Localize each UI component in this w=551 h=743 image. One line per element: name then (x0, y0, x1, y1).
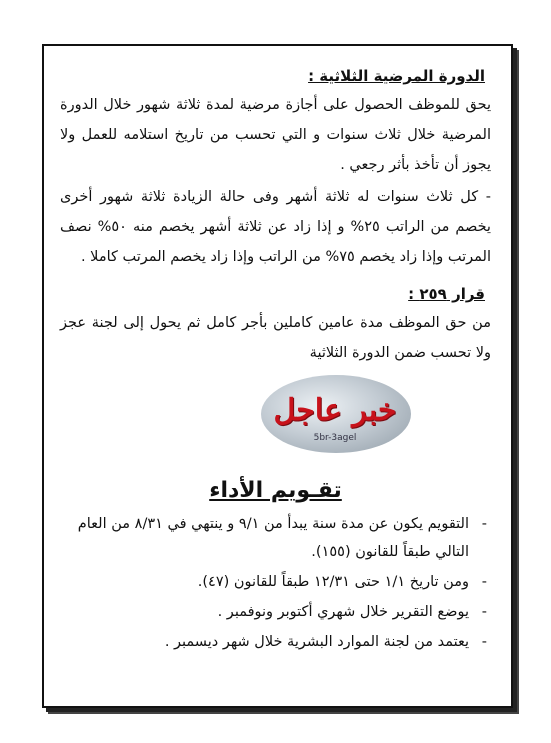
watermark-logo (225, 375, 445, 455)
bullet-dash: - (481, 634, 487, 650)
document-body (52, 54, 499, 368)
watermark-text: خبر عاجل (273, 393, 397, 428)
performance-list (52, 510, 499, 658)
sick-cycle-deductions-paragraph: - كل ثلاث سنوات له ثلاثة أشهر وفى حالة الزيادة ثلاثة شهور أخرى يخصم من الراتب ٢٥% و إذا زاد عن ثلاثة أشهر يخصم منه ٥٠% نصف المرتب وإذا زاد يخصم ٧٥% من الراتب وإذا زاد يخصم المرتب كاملا . (60, 189, 491, 265)
list-item: - ومن تاريخ ١/١ حتى ١٢/٣١ طبقاً للقانون (٤٧). (52, 568, 499, 596)
sick-cycle-heading: الدورة المرضية الثلاثية : (308, 67, 485, 85)
bullet-dash: - (481, 574, 487, 590)
sick-cycle-paragraph: يحق للموظف الحصول على أجازة مرضية لمدة ثلاثة شهور خلال الدورة المرضية خلال ثلاث سنوات و التي تحسب من تاريخ استلامه للعمل ولا يجوز أن تأخذ بأثر رجعي . (60, 97, 491, 173)
list-item: - يوضع التقرير خلال شهري أكتوبر ونوفمبر . (52, 598, 499, 626)
bullet-dash: - (481, 516, 487, 532)
decree-paragraph: من حق الموظف مدة عامين كاملين بأجر كامل ثم يحول إلى لجنة عجز ولا تحسب ضمن الدورة الثلاثية (60, 315, 491, 361)
list-item: - التقويم يكون عن مدة سنة يبدأ من ٩/١ و ينتهي في ٨/٣١ من العام التالي طبقاً للقانون (١٥٥). (52, 510, 499, 566)
watermark-subtext: 5br-3agel (313, 433, 357, 443)
decree-heading: قرار ٢٥٩ : (408, 285, 485, 303)
list-item: - يعتمد من لجنة الموارد البشرية خلال شهر ديسمبر . (52, 628, 499, 656)
performance-title: تقـويم الأداء (209, 478, 342, 503)
bullet-dash: - (481, 604, 487, 620)
